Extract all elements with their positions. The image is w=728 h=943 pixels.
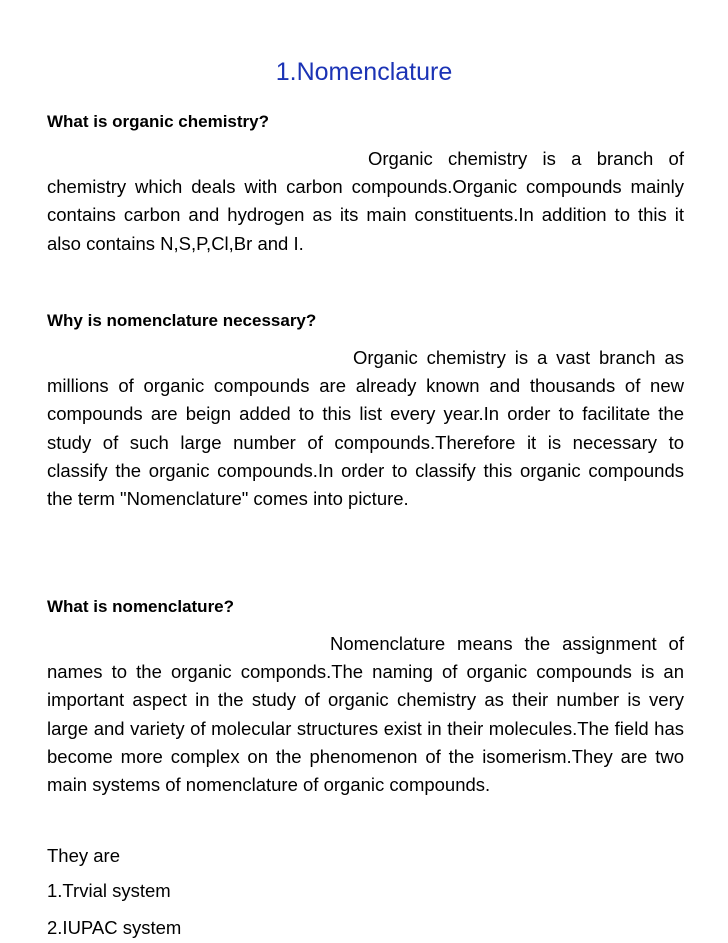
paragraph-what-is-nomenclature — [47, 630, 684, 799]
list-item-iupac: 2.IUPAC system — [47, 917, 182, 938]
heading-what-is-nomenclature: What is nomenclature? — [47, 597, 235, 616]
paragraph-text: Organic chemistry is a vast branch as millions of organic compounds are already known and thousands of new compounds are beign added to this list every year.In order to facilitate the study of such large number of compounds.Therefore it is necessary to classify the organic compounds.In order to classify this organic compounds the term "Nomenclature" comes into picture. — [47, 347, 684, 510]
page-title: 1.Nomenclature — [275, 58, 453, 86]
list-item-trivial: 1.Trvial system — [47, 880, 171, 901]
heading-why-nomenclature: Why is nomenclature necessary? — [47, 311, 317, 330]
paragraph-organic-chemistry — [47, 145, 684, 258]
paragraph-why-nomenclature — [47, 344, 684, 513]
heading-organic-chemistry: What is organic chemistry? — [47, 112, 269, 131]
list-intro: They are — [47, 845, 121, 866]
paragraph-text: Organic chemistry is a branch of chemistry which deals with carbon compounds.Organic compounds mainly contains carbon and hydrogen as its main constituents.In addition to this it also contains N,S,P,Cl,Br and I. — [47, 148, 684, 254]
paragraph-text: Nomenclature means the assignment of names to the organic componds.The naming of organic compounds is an important aspect in the study of organic chemistry as their number is very large and variety of molecular structures exist in their molecules.The field has become more complex on the phenomenon of the isomerism.They are two main systems of nomenclature of organic compounds. — [47, 633, 684, 796]
